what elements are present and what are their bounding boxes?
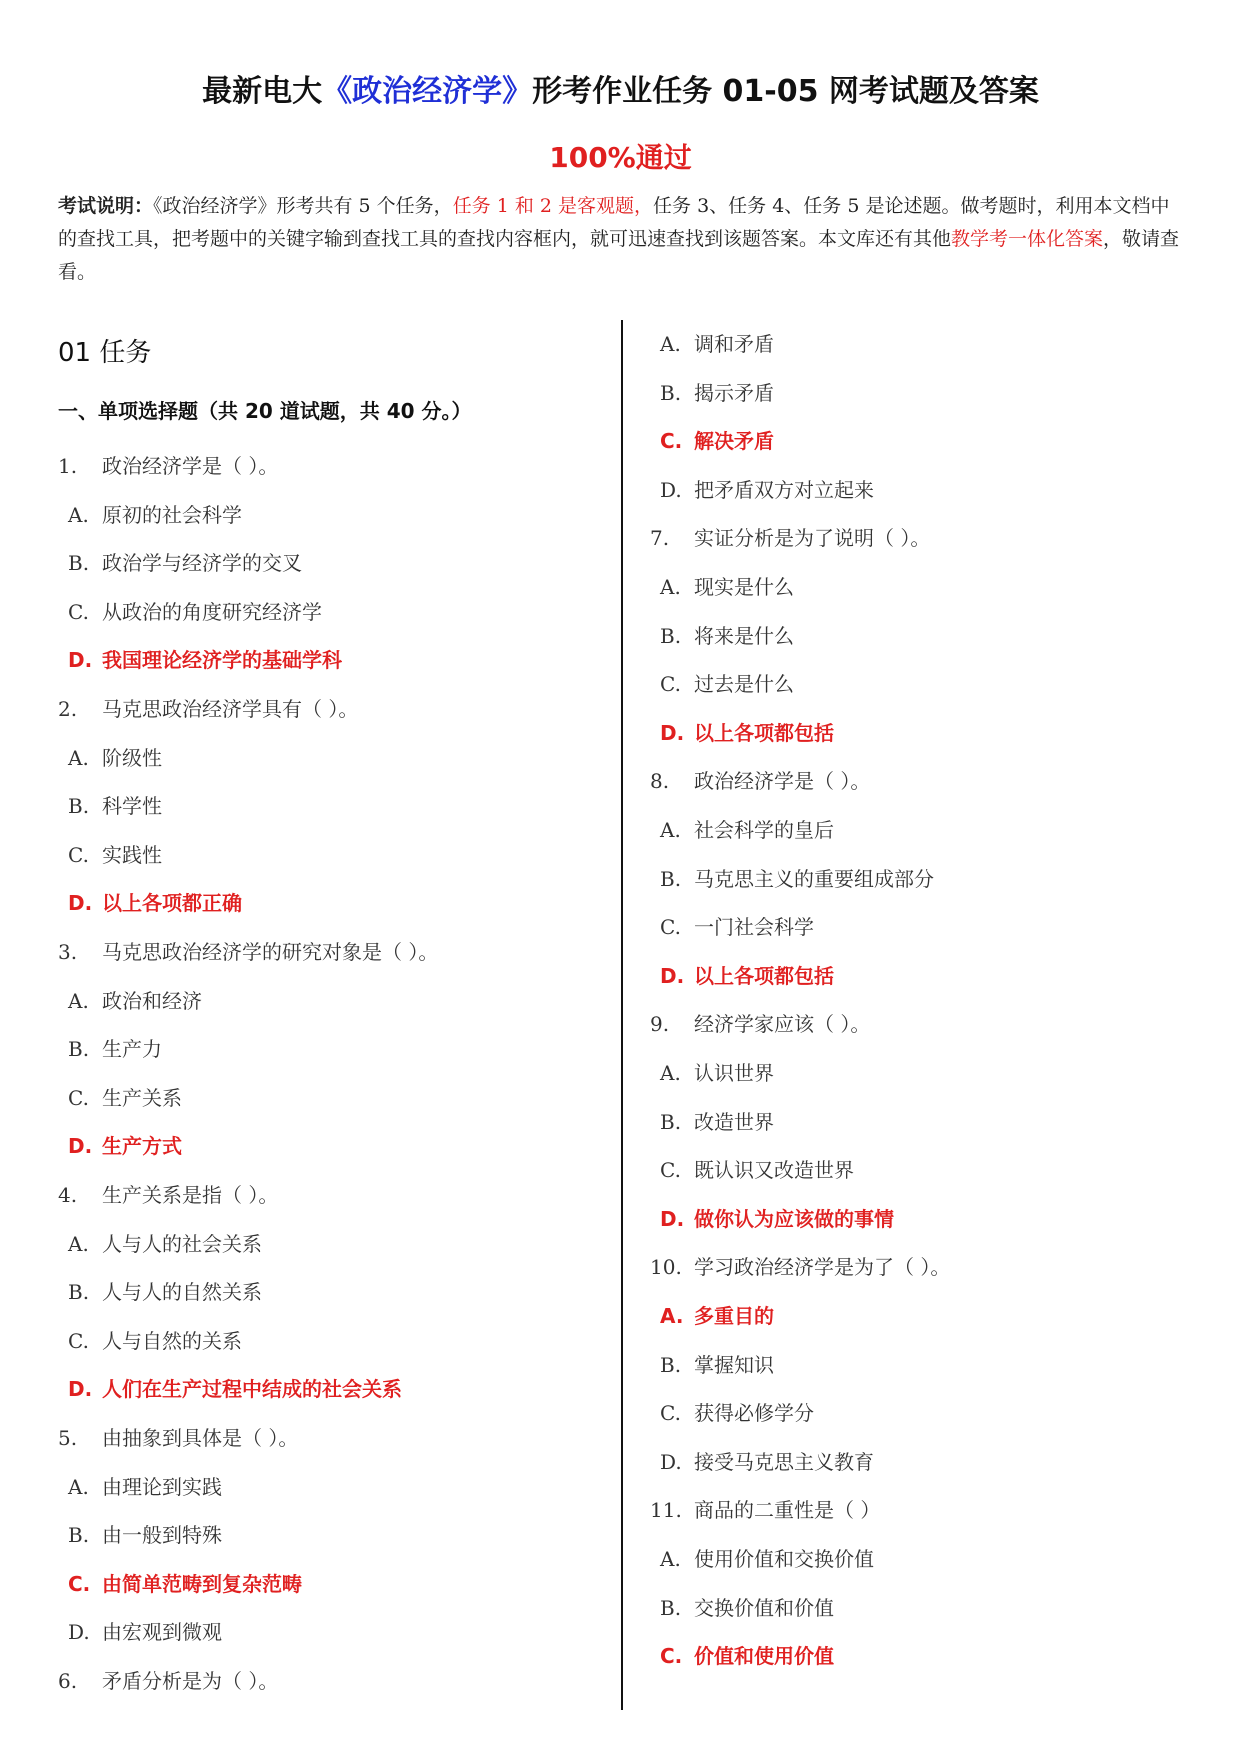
- title-prefix: 最新电大: [202, 74, 323, 109]
- question-text: 经济学家应该（ ）。: [694, 1012, 871, 1037]
- option-text: 改造世界: [694, 1109, 774, 1134]
- question-text: 由抽象到具体是（ ）。: [102, 1426, 299, 1450]
- answer-option: [58, 1082, 182, 1111]
- option-text: 由一般到特殊: [102, 1523, 222, 1548]
- answer-option: [58, 596, 322, 625]
- option-letter: C.: [68, 599, 89, 624]
- option-text: 多重目的: [694, 1304, 774, 1328]
- option-letter: A.: [68, 745, 89, 770]
- option-letter: D.: [660, 1206, 685, 1231]
- answer-option: [650, 814, 834, 843]
- option-text: 政治和经济: [102, 988, 202, 1013]
- option-text: 从政治的角度研究经济学: [102, 599, 322, 624]
- answer-option: [650, 1349, 774, 1378]
- option-text: 使用价值和交换价值: [694, 1547, 874, 1571]
- question-item: [58, 1422, 298, 1451]
- option-text: 由宏观到微观: [102, 1620, 222, 1645]
- correct-answer-option: [58, 1373, 402, 1402]
- answer-option: [58, 1228, 262, 1257]
- correct-answer-option: [650, 717, 834, 746]
- option-text: 我国理论经济学的基础学科: [102, 648, 342, 673]
- option-text: 人与自然的关系: [102, 1328, 242, 1353]
- option-letter: C.: [660, 672, 681, 697]
- option-letter: B.: [660, 1352, 682, 1377]
- option-text: 生产力: [102, 1037, 162, 1062]
- option-text: 价值和使用价值: [694, 1644, 834, 1669]
- answer-option: [58, 499, 242, 528]
- section-title: 01 任务: [58, 338, 152, 368]
- option-letter: A.: [660, 1547, 681, 1571]
- answer-option: [58, 790, 162, 819]
- option-text: 把矛盾双方对立起来: [694, 477, 874, 502]
- question-text: 矛盾分析是为（ ）。: [102, 1669, 279, 1693]
- option-text: 科学性: [102, 794, 162, 819]
- option-letter: B.: [68, 1037, 90, 1062]
- question-item: [650, 1494, 880, 1523]
- column-divider: [621, 320, 623, 1710]
- option-letter: D.: [68, 1377, 93, 1402]
- answer-option: [650, 328, 774, 357]
- correct-answer-option: [650, 1300, 774, 1329]
- option-letter: B.: [68, 551, 90, 576]
- option-text: 以上各项都包括: [694, 963, 834, 988]
- option-text: 实践性: [102, 842, 162, 867]
- question-item: [58, 450, 278, 479]
- option-letter: A.: [68, 988, 89, 1013]
- question-number: 2.: [58, 697, 78, 721]
- question-text: 商品的二重性是（ ）: [694, 1498, 881, 1523]
- option-text: 交换价值和价值: [694, 1595, 834, 1620]
- question-number: 4.: [58, 1183, 78, 1207]
- option-letter: D.: [660, 720, 685, 745]
- option-letter: B.: [660, 1595, 682, 1620]
- answer-option: [58, 1033, 162, 1062]
- document-subtitle: 100%通过: [549, 141, 692, 174]
- option-text: 接受马克思主义教育: [694, 1449, 874, 1474]
- question-number: 6.: [58, 1669, 78, 1693]
- answer-option: [650, 863, 934, 892]
- question-item: [58, 693, 358, 722]
- option-text: 一门社会科学: [694, 915, 814, 940]
- question-item: [650, 1251, 950, 1280]
- option-letter: C.: [68, 842, 89, 867]
- answer-option: [58, 1519, 222, 1548]
- option-letter: A.: [660, 1061, 681, 1085]
- option-text: 以上各项都正确: [102, 891, 242, 916]
- question-text: 马克思政治经济学的研究对象是（ ）。: [102, 940, 439, 964]
- correct-answer-option: [650, 425, 774, 454]
- answer-option: [58, 547, 302, 576]
- answer-option: [650, 911, 814, 940]
- correct-answer-option: [650, 1640, 834, 1669]
- answer-option: [650, 474, 874, 503]
- option-letter: B.: [68, 1523, 90, 1548]
- option-text: 调和矛盾: [694, 332, 774, 356]
- question-number: 7.: [650, 526, 670, 551]
- option-letter: B.: [660, 380, 682, 405]
- question-item: [650, 1008, 870, 1037]
- question-text: 马克思政治经济学具有（ ）。: [102, 697, 359, 721]
- option-text: 生产关系: [102, 1085, 182, 1110]
- option-text: 由理论到实践: [102, 1474, 222, 1499]
- document-title: [0, 66, 1241, 110]
- correct-answer-option: [650, 1203, 894, 1232]
- instructions-text-3: ，敬请查看。: [58, 228, 1180, 283]
- option-letter: D.: [660, 963, 685, 988]
- part-title: 一、单项选择题（共 20 道试题，共 40 分。）: [58, 399, 472, 423]
- answer-option: [650, 1106, 774, 1135]
- option-text: 既认识又改造世界: [694, 1158, 854, 1183]
- instructions-text-1: 《政治经济学》形考共有 5 个任务，: [153, 195, 453, 217]
- question-number: 1.: [58, 454, 78, 478]
- option-letter: C.: [68, 1328, 89, 1353]
- option-text: 由简单范畴到复杂范畴: [102, 1571, 302, 1596]
- option-text: 政治学与经济学的交叉: [102, 551, 302, 576]
- answer-option: [58, 1471, 222, 1500]
- option-letter: C.: [660, 1644, 683, 1669]
- option-text: 人们在生产过程中结成的社会关系: [102, 1377, 402, 1402]
- option-text: 将来是什么: [694, 623, 794, 648]
- answer-option: [58, 742, 162, 771]
- option-letter: C.: [68, 1085, 89, 1110]
- question-text: 政治经济学是（ ）。: [102, 454, 279, 478]
- option-letter: C.: [68, 1571, 91, 1596]
- option-letter: B.: [68, 794, 90, 819]
- option-letter: C.: [660, 915, 681, 940]
- question-number: 10.: [650, 1255, 682, 1280]
- correct-answer-option: [58, 1568, 302, 1597]
- option-letter: D.: [68, 648, 93, 673]
- exam-instructions: [58, 190, 1188, 289]
- option-letter: C.: [660, 1401, 681, 1426]
- option-letter: B.: [660, 623, 682, 648]
- instructions-text-2: 任务 3、任务 4、任务 5 是论述题。做考题时，利用本文档中的查找工具，把考题中的关键字输到查找工具的查找内容框内，就可迅速查找到该题答案。本文库还有其他: [58, 195, 1170, 250]
- option-text: 人与人的社会关系: [102, 1231, 262, 1256]
- answer-option: [650, 1446, 874, 1475]
- option-text: 过去是什么: [694, 672, 794, 697]
- option-text: 做你认为应该做的事情: [694, 1206, 894, 1231]
- answer-option: [650, 1397, 814, 1426]
- option-letter: A.: [660, 332, 681, 356]
- option-letter: C.: [660, 1158, 681, 1183]
- option-letter: C.: [660, 429, 683, 454]
- option-text: 生产方式: [102, 1134, 182, 1159]
- option-letter: D.: [660, 1449, 682, 1474]
- answer-option: [650, 1154, 854, 1183]
- correct-answer-option: [650, 960, 834, 989]
- option-text: 马克思主义的重要组成部分: [694, 866, 934, 891]
- option-text: 揭示矛盾: [694, 380, 774, 405]
- question-item: [58, 1665, 278, 1694]
- instructions-highlight-objective: 任务 1 和 2 是客观题，: [452, 195, 654, 217]
- question-number: 8.: [650, 769, 670, 794]
- option-text: 获得必修学分: [694, 1401, 814, 1426]
- title-suffix: 形考作业任务 01-05 网考试题及答案: [532, 74, 1039, 109]
- question-number: 11.: [650, 1498, 682, 1523]
- title-course-name: 《政治经济学》: [322, 74, 533, 109]
- instructions-label: 考试说明：: [58, 195, 154, 217]
- option-text: 人与人的自然关系: [102, 1280, 262, 1305]
- option-letter: B.: [68, 1280, 90, 1305]
- correct-answer-option: [58, 1130, 182, 1159]
- option-letter: D.: [660, 477, 682, 502]
- answer-option: [58, 839, 162, 868]
- option-letter: D.: [68, 1134, 93, 1159]
- option-text: 解决矛盾: [694, 429, 774, 454]
- question-text: 学习政治经济学是为了（ ）。: [694, 1255, 951, 1280]
- answer-option: [650, 1057, 774, 1086]
- answer-option: [58, 1325, 242, 1354]
- option-text: 社会科学的皇后: [694, 818, 834, 842]
- question-number: 3.: [58, 940, 78, 964]
- correct-answer-option: [58, 644, 342, 673]
- option-letter: D.: [68, 1620, 90, 1645]
- option-letter: A.: [660, 575, 681, 599]
- option-letter: A.: [660, 1304, 684, 1328]
- question-item: [58, 936, 438, 965]
- answer-option: [58, 1276, 262, 1305]
- option-letter: B.: [660, 866, 682, 891]
- question-number: 9.: [650, 1012, 670, 1037]
- answer-option: [650, 668, 794, 697]
- option-letter: A.: [660, 818, 681, 842]
- question-number: 5.: [58, 1426, 78, 1450]
- option-letter: A.: [68, 502, 89, 527]
- option-text: 掌握知识: [694, 1352, 774, 1377]
- option-letter: A.: [68, 1474, 89, 1499]
- option-text: 现实是什么: [694, 575, 794, 599]
- question-item: [58, 1179, 278, 1208]
- instructions-highlight-answers: 教学考一体化答案: [951, 228, 1104, 250]
- option-text: 阶级性: [102, 745, 162, 770]
- question-item: [650, 522, 930, 551]
- answer-option: [650, 620, 794, 649]
- option-text: 原初的社会科学: [102, 502, 242, 527]
- correct-answer-option: [58, 887, 242, 916]
- answer-option: [650, 377, 774, 406]
- answer-option: [650, 571, 794, 600]
- option-letter: B.: [660, 1109, 682, 1134]
- answer-option: [58, 985, 202, 1014]
- option-text: 认识世界: [694, 1061, 774, 1085]
- answer-option: [650, 1543, 874, 1572]
- answer-option: [58, 1616, 222, 1645]
- option-letter: D.: [68, 891, 93, 916]
- option-text: 以上各项都包括: [694, 720, 834, 745]
- question-text: 政治经济学是（ ）。: [694, 769, 871, 794]
- question-text: 实证分析是为了说明（ ）。: [694, 526, 931, 551]
- question-item: [650, 765, 870, 794]
- answer-option: [650, 1592, 834, 1621]
- option-letter: A.: [68, 1231, 89, 1256]
- question-text: 生产关系是指（ ）。: [102, 1183, 279, 1207]
